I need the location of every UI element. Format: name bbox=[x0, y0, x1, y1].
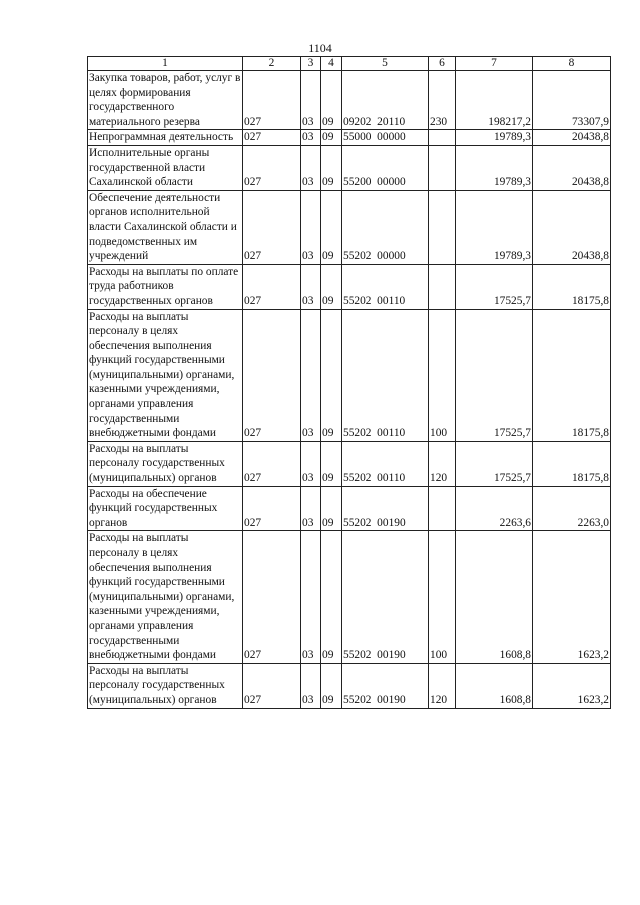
ministry-code: 027 bbox=[243, 531, 301, 663]
expense-type-code bbox=[429, 130, 456, 146]
subsection-code: 09 bbox=[321, 145, 342, 190]
row-name: Обеспечение деятельности органов исполнительной власти Сахалинской области и подведомственных им учреждений bbox=[88, 190, 243, 264]
subsection-code: 09 bbox=[321, 309, 342, 441]
target-code: 55202 00190 bbox=[342, 531, 429, 663]
table-row bbox=[88, 71, 611, 130]
row-name: Расходы на выплаты персоналу государственных (муниципальных) органов bbox=[88, 663, 243, 708]
table-row bbox=[88, 264, 611, 309]
column-header: 1 bbox=[88, 57, 243, 71]
amount-year-1: 19789,3 bbox=[456, 130, 533, 146]
subsection-code: 09 bbox=[321, 264, 342, 309]
expense-type-code bbox=[429, 190, 456, 264]
section-code: 03 bbox=[301, 264, 321, 309]
amount-year-2: 20438,8 bbox=[533, 190, 611, 264]
amount-year-1: 17525,7 bbox=[456, 264, 533, 309]
subsection-code: 09 bbox=[321, 441, 342, 486]
amount-year-2: 18175,8 bbox=[533, 309, 611, 441]
expense-type-code bbox=[429, 264, 456, 309]
ministry-code: 027 bbox=[243, 309, 301, 441]
amount-year-1: 17525,7 bbox=[456, 441, 533, 486]
row-name: Закупка товаров, работ, услуг в целях формирования государственного материального резерва bbox=[88, 71, 243, 130]
amount-year-2: 2263,0 bbox=[533, 486, 611, 531]
section-code: 03 bbox=[301, 486, 321, 531]
ministry-code: 027 bbox=[243, 190, 301, 264]
table-row bbox=[88, 663, 611, 708]
row-name: Непрограммная деятельность bbox=[88, 130, 243, 146]
amount-year-2: 20438,8 bbox=[533, 130, 611, 146]
amount-year-2: 73307,9 bbox=[533, 71, 611, 130]
target-code: 55000 00000 bbox=[342, 130, 429, 146]
section-code: 03 bbox=[301, 309, 321, 441]
target-code: 55202 00110 bbox=[342, 264, 429, 309]
subsection-code: 09 bbox=[321, 531, 342, 663]
amount-year-1: 17525,7 bbox=[456, 309, 533, 441]
amount-year-1: 1608,8 bbox=[456, 663, 533, 708]
column-header: 4 bbox=[321, 57, 342, 71]
table-row bbox=[88, 145, 611, 190]
table-row bbox=[88, 486, 611, 531]
table-row bbox=[88, 190, 611, 264]
target-code: 55202 00110 bbox=[342, 441, 429, 486]
amount-year-2: 1623,2 bbox=[533, 663, 611, 708]
subsection-code: 09 bbox=[321, 190, 342, 264]
subsection-code: 09 bbox=[321, 130, 342, 146]
amount-year-1: 198217,2 bbox=[456, 71, 533, 130]
subsection-code: 09 bbox=[321, 486, 342, 531]
amount-year-1: 1608,8 bbox=[456, 531, 533, 663]
table-row bbox=[88, 441, 611, 486]
amount-year-2: 18175,8 bbox=[533, 264, 611, 309]
table-header-row bbox=[88, 57, 611, 71]
subsection-code: 09 bbox=[321, 71, 342, 130]
section-code: 03 bbox=[301, 145, 321, 190]
ministry-code: 027 bbox=[243, 441, 301, 486]
section-code: 03 bbox=[301, 441, 321, 486]
expense-type-code bbox=[429, 145, 456, 190]
section-code: 03 bbox=[301, 71, 321, 130]
section-code: 03 bbox=[301, 130, 321, 146]
subsection-code: 09 bbox=[321, 663, 342, 708]
column-header: 7 bbox=[456, 57, 533, 71]
expense-type-code bbox=[429, 486, 456, 531]
column-header: 6 bbox=[429, 57, 456, 71]
ministry-code: 027 bbox=[243, 663, 301, 708]
amount-year-1: 19789,3 bbox=[456, 190, 533, 264]
amount-year-2: 18175,8 bbox=[533, 441, 611, 486]
ministry-code: 027 bbox=[243, 71, 301, 130]
expense-type-code: 120 bbox=[429, 663, 456, 708]
expense-type-code: 100 bbox=[429, 309, 456, 441]
target-code: 55202 00190 bbox=[342, 486, 429, 531]
table-row bbox=[88, 309, 611, 441]
amount-year-2: 1623,2 bbox=[533, 531, 611, 663]
target-code: 55202 00110 bbox=[342, 309, 429, 441]
row-name: Расходы на выплаты по оплате труда работников государственных органов bbox=[88, 264, 243, 309]
expense-type-code: 100 bbox=[429, 531, 456, 663]
section-code: 03 bbox=[301, 190, 321, 264]
page-number: 1104 bbox=[308, 41, 332, 55]
column-header: 8 bbox=[533, 57, 611, 71]
table-row bbox=[88, 531, 611, 663]
section-code: 03 bbox=[301, 663, 321, 708]
column-header: 3 bbox=[301, 57, 321, 71]
budget-table bbox=[87, 56, 611, 709]
row-name: Расходы на выплаты персоналу в целях обеспечения выполнения функций государственными (муниципальными) органами, казенными учреждениями, органами управления государственными внебюджетными фондами bbox=[88, 531, 243, 663]
amount-year-1: 19789,3 bbox=[456, 145, 533, 190]
section-code: 03 bbox=[301, 531, 321, 663]
target-code: 55202 00000 bbox=[342, 190, 429, 264]
ministry-code: 027 bbox=[243, 145, 301, 190]
ministry-code: 027 bbox=[243, 486, 301, 531]
expense-type-code: 120 bbox=[429, 441, 456, 486]
row-name: Расходы на выплаты персоналу в целях обеспечения выполнения функций государственными (муниципальными) органами, казенными учреждениями, органами управления государственными внебюджетными фондами bbox=[88, 309, 243, 441]
row-name: Исполнительные органы государственной власти Сахалинской области bbox=[88, 145, 243, 190]
table-row bbox=[88, 130, 611, 146]
target-code: 55200 00000 bbox=[342, 145, 429, 190]
amount-year-1: 2263,6 bbox=[456, 486, 533, 531]
target-code: 55202 00190 bbox=[342, 663, 429, 708]
ministry-code: 027 bbox=[243, 130, 301, 146]
target-code: 09202 20110 bbox=[342, 71, 429, 130]
expense-type-code: 230 bbox=[429, 71, 456, 130]
ministry-code: 027 bbox=[243, 264, 301, 309]
column-header: 2 bbox=[243, 57, 301, 71]
row-name: Расходы на обеспечение функций государственных органов bbox=[88, 486, 243, 531]
amount-year-2: 20438,8 bbox=[533, 145, 611, 190]
row-name: Расходы на выплаты персоналу государственных (муниципальных) органов bbox=[88, 441, 243, 486]
column-header: 5 bbox=[342, 57, 429, 71]
